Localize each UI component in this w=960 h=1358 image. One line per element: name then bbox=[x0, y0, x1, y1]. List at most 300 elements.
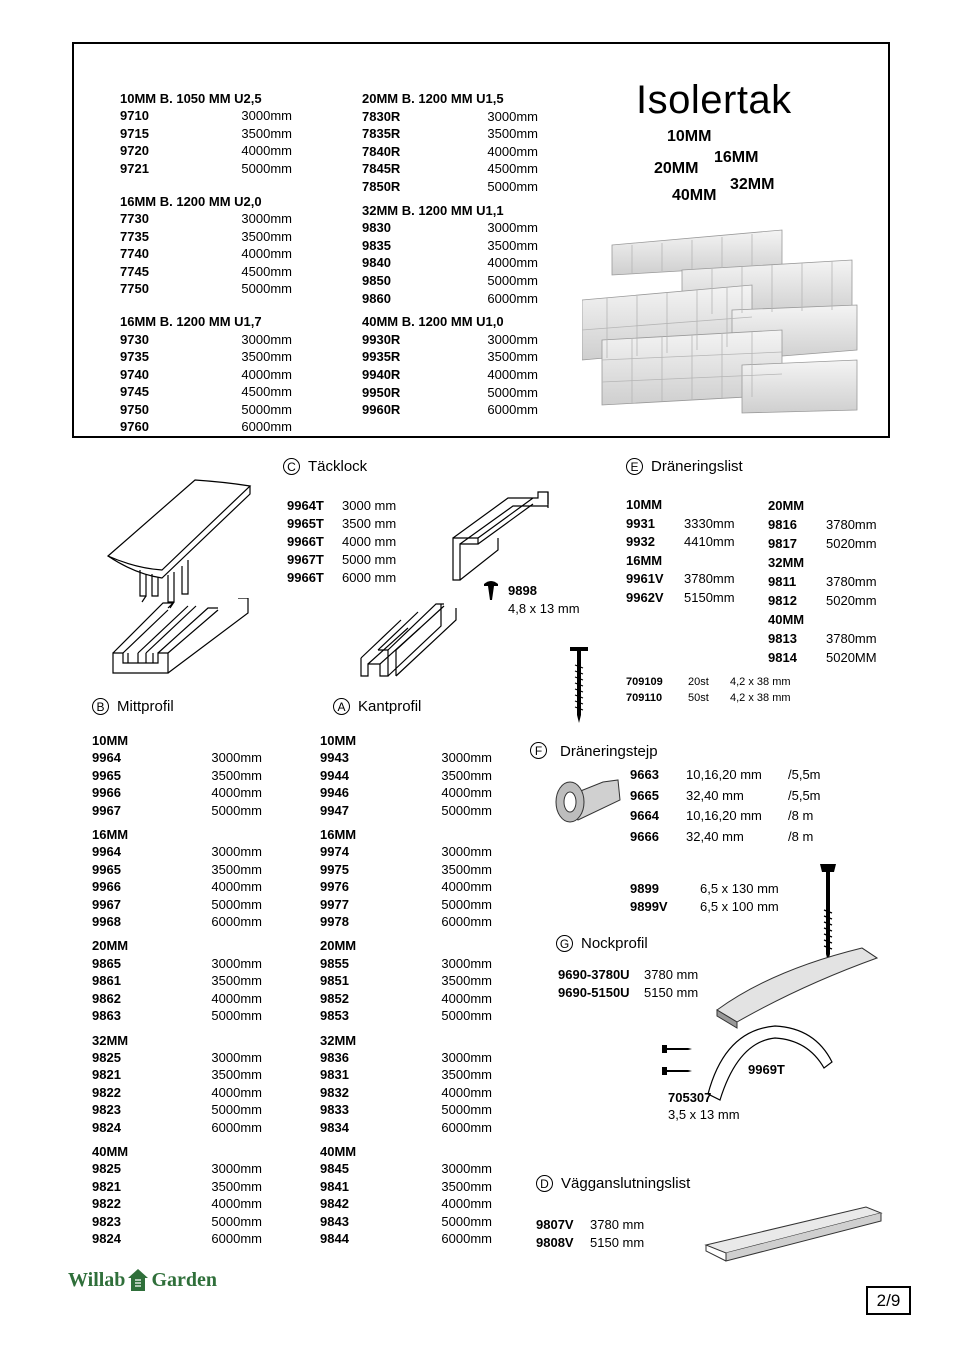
tacklock-letter: C bbox=[283, 458, 300, 475]
group-heading: 20MM bbox=[768, 498, 805, 513]
table-row bbox=[92, 896, 262, 913]
table-row bbox=[362, 178, 538, 196]
item-code: 9822 bbox=[92, 1196, 121, 1212]
item-code: 9860 bbox=[362, 290, 391, 306]
table-row bbox=[120, 418, 292, 435]
mittprofil-heading bbox=[92, 698, 174, 715]
draneringslist-letter: E bbox=[626, 458, 643, 475]
group-heading: 32MM bbox=[768, 555, 805, 570]
vagganslutningslist-table bbox=[536, 1216, 644, 1252]
table-row bbox=[362, 254, 538, 272]
item-code: 9690-3780U bbox=[558, 967, 630, 982]
item-length: 3500mm bbox=[211, 1067, 262, 1083]
item-length: /5,5m bbox=[788, 767, 821, 782]
item-code: 9974 bbox=[320, 844, 349, 860]
item-code: 9978 bbox=[320, 914, 349, 930]
table-row bbox=[120, 125, 292, 142]
item-length: 6000mm bbox=[241, 418, 292, 434]
table-row bbox=[320, 767, 492, 784]
item-code: 9967T bbox=[287, 552, 324, 567]
nail-icon bbox=[568, 645, 590, 723]
table-row bbox=[92, 1213, 262, 1230]
item-length: 5000mm bbox=[441, 896, 492, 912]
item-code: 9817 bbox=[768, 536, 797, 551]
item-qty: 20st bbox=[688, 676, 709, 688]
table-row bbox=[626, 570, 754, 589]
item-code: 709109 bbox=[626, 676, 663, 688]
item-code: 9855 bbox=[320, 955, 349, 971]
item-length: 6000mm bbox=[211, 1230, 262, 1246]
tacklock-heading bbox=[283, 458, 367, 475]
table-row bbox=[92, 802, 262, 819]
item-code: 7830R bbox=[362, 108, 401, 124]
item-code: 9760 bbox=[120, 418, 149, 434]
item-code: 9825 bbox=[92, 1161, 121, 1177]
table-row bbox=[92, 1049, 262, 1066]
item-code: 9835 bbox=[362, 237, 391, 253]
item-code: 9944 bbox=[320, 767, 349, 783]
size-40mm: 40MM bbox=[672, 187, 717, 204]
item-code: 9823 bbox=[92, 1102, 121, 1118]
item-code: 7730 bbox=[120, 211, 149, 227]
table-row bbox=[92, 1178, 262, 1195]
brand-right: Garden bbox=[151, 1268, 217, 1291]
table-row bbox=[320, 955, 492, 972]
item-length: 5020mm bbox=[826, 536, 877, 551]
nockprofil-illustration bbox=[712, 940, 882, 1030]
item-code: 9665 bbox=[630, 787, 659, 803]
item-code: 9852 bbox=[320, 990, 349, 1006]
kantprofil-table bbox=[320, 732, 492, 1247]
item-length: 4000mm bbox=[241, 143, 292, 159]
item-length: 4000mm bbox=[441, 990, 492, 1006]
item-length: 3000mm bbox=[211, 955, 262, 971]
item-length: 6000mm bbox=[441, 1230, 492, 1246]
draneringslist-right-table bbox=[768, 496, 884, 667]
table-row bbox=[768, 629, 884, 648]
item-code: 9861 bbox=[92, 973, 121, 989]
table-row bbox=[320, 1049, 492, 1066]
table-row bbox=[120, 263, 292, 280]
item-length: 3000mm bbox=[487, 108, 538, 124]
item-length: 3000mm bbox=[211, 1049, 262, 1065]
item-length: 4000mm bbox=[211, 1196, 262, 1212]
table-row bbox=[120, 210, 292, 227]
item-code: 9824 bbox=[92, 1230, 121, 1246]
table-row bbox=[768, 572, 884, 591]
table-row bbox=[287, 551, 396, 569]
small-screw-code: 705307 bbox=[668, 1090, 712, 1105]
item-length: 3780mm bbox=[826, 574, 877, 589]
item-code: 9865 bbox=[92, 955, 121, 971]
table-row bbox=[362, 366, 538, 384]
item-code: 9962V bbox=[626, 589, 664, 605]
item-code: 9843 bbox=[320, 1213, 349, 1229]
screw-9898-icon bbox=[482, 578, 500, 602]
item-length: 4000mm bbox=[487, 143, 538, 159]
nockprofil-heading bbox=[556, 935, 648, 952]
table-row bbox=[120, 348, 292, 365]
item-code: 9811 bbox=[768, 574, 797, 589]
group-heading: 10MM bbox=[626, 497, 663, 512]
item-length: 6000mm bbox=[211, 1119, 262, 1135]
table-row bbox=[320, 1230, 492, 1247]
item-code: 9968 bbox=[92, 914, 121, 930]
item-size: 6,5 x 130 mm bbox=[700, 881, 779, 896]
group-heading: 10MM B. 1050 MM U2,5 bbox=[120, 91, 262, 106]
group-heading: 16MM bbox=[92, 827, 129, 843]
page-number-box bbox=[866, 1286, 911, 1315]
item-code: 9899V bbox=[630, 899, 668, 914]
table-row bbox=[362, 272, 538, 290]
item-code: 709110 bbox=[626, 692, 663, 704]
table-row bbox=[362, 384, 538, 402]
isolertak-col2 bbox=[362, 90, 538, 419]
vagganslutningslist-title: Vägganslutningslist bbox=[561, 1175, 691, 1192]
item-code: 9977 bbox=[320, 896, 349, 912]
item-length: 5000mm bbox=[241, 160, 292, 176]
item-length: /8 m bbox=[788, 808, 814, 823]
table-row bbox=[362, 331, 538, 349]
table-row bbox=[630, 806, 821, 827]
item-length: 5020MM bbox=[826, 650, 877, 665]
item-length: 4000mm bbox=[241, 246, 292, 262]
item-length: 3500mm bbox=[441, 861, 492, 877]
size-10mm: 10MM bbox=[667, 128, 712, 145]
mittprofil-letter: B bbox=[92, 698, 109, 715]
item-length: 4500mm bbox=[241, 263, 292, 279]
table-row bbox=[92, 843, 262, 860]
polycarbonate-sheets-illustration bbox=[582, 225, 862, 415]
item-width: 10,16,20 mm bbox=[686, 767, 762, 782]
item-width: 10,16,20 mm bbox=[686, 808, 762, 823]
draneringstejp-letter: F bbox=[530, 742, 547, 759]
table-row bbox=[92, 1195, 262, 1212]
group-heading: 40MM bbox=[320, 1143, 357, 1159]
table-row bbox=[626, 589, 754, 608]
table-row bbox=[92, 1007, 262, 1024]
group-heading: 32MM bbox=[92, 1032, 129, 1048]
table-row bbox=[320, 843, 492, 860]
item-width: 32,40 mm bbox=[686, 787, 744, 803]
item-code: 9931 bbox=[626, 515, 655, 531]
item-code: 9964 bbox=[92, 844, 121, 860]
item-code: 9940R bbox=[362, 366, 401, 382]
group-heading: 20MM bbox=[320, 938, 357, 954]
item-size: 4,2 x 38 mm bbox=[730, 692, 791, 704]
table-row bbox=[92, 1084, 262, 1101]
item-code: 9967 bbox=[92, 896, 121, 912]
item-length: 4410mm bbox=[684, 534, 735, 549]
small-screw-size: 3,5 x 13 mm bbox=[668, 1107, 740, 1122]
item-length: 3000mm bbox=[441, 844, 492, 860]
item-length: 3500mm bbox=[211, 1178, 262, 1194]
item-length: 4000mm bbox=[487, 366, 538, 382]
table-row bbox=[362, 160, 538, 178]
table-row bbox=[120, 107, 292, 124]
item-code: 9935R bbox=[362, 349, 401, 365]
item-length: 4000mm bbox=[441, 879, 492, 895]
tacklock-title: Täcklock bbox=[308, 458, 368, 475]
table-row bbox=[92, 861, 262, 878]
item-code: 9830 bbox=[362, 220, 391, 236]
item-length: 3000mm bbox=[211, 1161, 262, 1177]
table-row bbox=[320, 784, 492, 801]
item-length: 3780mm bbox=[684, 571, 735, 586]
table-row bbox=[92, 1160, 262, 1177]
item-code: 9807V bbox=[536, 1217, 574, 1232]
item-length: 5000mm bbox=[487, 384, 538, 400]
draneringslist-heading bbox=[626, 458, 743, 475]
item-length: 5000mm bbox=[241, 401, 292, 417]
item-length: 3000mm bbox=[241, 108, 292, 124]
table-row bbox=[287, 533, 396, 551]
item-length: 3000mm bbox=[441, 1161, 492, 1177]
item-code: 9750 bbox=[120, 401, 149, 417]
item-code: 9964 bbox=[92, 750, 121, 766]
item-length: 3000mm bbox=[487, 331, 538, 347]
item-code: 9720 bbox=[120, 143, 149, 159]
item-length: 4000mm bbox=[441, 785, 492, 801]
page-number: 2/9 bbox=[876, 1290, 901, 1310]
item-code: 9812 bbox=[768, 593, 797, 608]
table-row bbox=[92, 955, 262, 972]
table-row bbox=[320, 861, 492, 878]
table-row bbox=[92, 990, 262, 1007]
item-length: 5000mm bbox=[441, 1102, 492, 1118]
brand-left: Willab bbox=[68, 1268, 126, 1291]
item-length: 3000mm bbox=[211, 844, 262, 860]
item-code: 9740 bbox=[120, 366, 149, 382]
item-length: 4000mm bbox=[487, 255, 538, 271]
item-code: 9715 bbox=[120, 125, 149, 141]
group-heading: 40MM B. 1200 MM U1,0 bbox=[362, 314, 504, 330]
kantprofil-illustration bbox=[356, 598, 466, 683]
item-length: 4000mm bbox=[211, 879, 262, 895]
item-code: 7850R bbox=[362, 178, 401, 194]
table-row bbox=[120, 228, 292, 245]
table-row bbox=[630, 786, 821, 807]
table-row bbox=[92, 1101, 262, 1118]
item-width: 32,40 mm bbox=[686, 828, 744, 844]
table-row bbox=[768, 648, 884, 667]
table-row bbox=[536, 1216, 644, 1234]
item-code: 7835R bbox=[362, 126, 401, 142]
item-length: 3500mm bbox=[441, 973, 492, 989]
item-length: 3500mm bbox=[211, 767, 262, 783]
screw-9898-size: 4,8 x 13 mm bbox=[508, 601, 580, 616]
item-length: 3330mm bbox=[684, 515, 735, 531]
item-code: 9966T bbox=[287, 534, 324, 549]
item-length: 5000mm bbox=[211, 1102, 262, 1118]
table-row bbox=[92, 1066, 262, 1083]
small-screw-icon bbox=[660, 1045, 694, 1077]
table-row bbox=[287, 497, 396, 515]
table-row bbox=[320, 802, 492, 819]
item-length: 3500mm bbox=[441, 767, 492, 783]
table-row bbox=[558, 966, 698, 984]
item-qty: 50st bbox=[688, 692, 709, 704]
table-row bbox=[362, 219, 538, 237]
item-length: 5000 mm bbox=[342, 552, 397, 567]
item-length: 4000mm bbox=[441, 1084, 492, 1100]
item-length: 5150mm bbox=[684, 589, 735, 605]
table-row bbox=[92, 749, 262, 766]
drain-profile-illustration bbox=[448, 478, 558, 588]
item-length: 3780 mm bbox=[644, 967, 699, 982]
table-row bbox=[630, 827, 821, 848]
table-row bbox=[362, 401, 538, 419]
item-length: 4500mm bbox=[241, 384, 292, 400]
item-length: 4500mm bbox=[487, 161, 538, 177]
item-code: 9831 bbox=[320, 1067, 349, 1083]
item-code: 9961V bbox=[626, 571, 664, 586]
brand-logo bbox=[68, 1268, 217, 1292]
item-code: 9975 bbox=[320, 861, 349, 877]
table-row bbox=[120, 142, 292, 159]
item-length: 6000mm bbox=[441, 1119, 492, 1135]
item-size: 4,2 x 38 mm bbox=[730, 676, 791, 688]
table-row bbox=[626, 533, 754, 552]
vagganslutningslist-illustration bbox=[696, 1205, 886, 1265]
item-length: 3780mm bbox=[826, 631, 877, 646]
group-heading: 20MM B. 1200 MM U1,5 bbox=[362, 91, 504, 106]
item-code: 9836 bbox=[320, 1049, 349, 1065]
brand-house-icon bbox=[127, 1268, 149, 1292]
size-20mm: 20MM bbox=[654, 160, 699, 177]
item-code: 9813 bbox=[768, 631, 797, 646]
table-row bbox=[362, 237, 538, 255]
item-code: 9965T bbox=[287, 516, 324, 531]
item-code: 9947 bbox=[320, 802, 349, 818]
item-length: 6000mm bbox=[441, 914, 492, 930]
item-code: 9965 bbox=[92, 861, 121, 877]
draneringslist-title: Dräneringslist bbox=[651, 458, 743, 475]
item-length: 5000mm bbox=[487, 272, 538, 288]
item-code: 7745 bbox=[120, 263, 149, 279]
table-row bbox=[120, 280, 292, 297]
item-code: 9964T bbox=[287, 498, 324, 513]
item-length: /8 m bbox=[788, 828, 814, 844]
item-code: 9930R bbox=[362, 331, 401, 347]
item-length: 6000mm bbox=[487, 402, 538, 418]
table-row bbox=[320, 1066, 492, 1083]
item-length: 3000mm bbox=[441, 750, 492, 766]
group-heading: 16MM B. 1200 MM U2,0 bbox=[120, 194, 262, 210]
item-code: 9853 bbox=[320, 1008, 349, 1024]
item-code: 9834 bbox=[320, 1119, 349, 1135]
vagganslutningslist-letter: D bbox=[536, 1175, 553, 1192]
item-code: 9850 bbox=[362, 272, 391, 288]
item-code: 9844 bbox=[320, 1230, 349, 1246]
table-row bbox=[558, 984, 698, 1002]
mittprofil-table bbox=[92, 732, 262, 1247]
table-row bbox=[362, 125, 538, 143]
item-length: 5150 mm bbox=[590, 1235, 645, 1250]
item-length: 4000mm bbox=[241, 366, 292, 382]
item-length: 4000mm bbox=[211, 785, 262, 801]
item-length: 5020mm bbox=[826, 593, 877, 608]
item-code: 9663 bbox=[630, 767, 659, 782]
item-code: 9666 bbox=[630, 828, 659, 844]
item-length: 3500mm bbox=[441, 1178, 492, 1194]
group-heading: 32MM bbox=[320, 1032, 357, 1048]
draneringstejp-title: Dräneringstejp bbox=[560, 743, 658, 760]
tacklock-table bbox=[287, 497, 396, 587]
item-code: 9825 bbox=[92, 1049, 121, 1065]
table-row bbox=[320, 1213, 492, 1230]
item-code: 9735 bbox=[120, 349, 149, 365]
table-row bbox=[362, 290, 538, 308]
kantprofil-letter: A bbox=[333, 698, 350, 715]
item-size: 6,5 x 100 mm bbox=[700, 899, 779, 914]
item-code: 9966T bbox=[287, 570, 324, 585]
table-row bbox=[626, 674, 791, 690]
item-code: 9946 bbox=[320, 785, 349, 801]
item-length: 3500mm bbox=[487, 126, 538, 142]
table-row bbox=[626, 690, 791, 706]
group-heading: 20MM bbox=[92, 938, 129, 954]
table-row bbox=[120, 383, 292, 400]
table-row bbox=[120, 366, 292, 383]
table-row bbox=[120, 160, 292, 177]
item-length: 3000mm bbox=[487, 220, 538, 236]
screw-9898-code: 9898 bbox=[508, 583, 537, 598]
item-code: 7840R bbox=[362, 143, 401, 159]
item-code: 9821 bbox=[92, 1178, 121, 1194]
draneringslist-left-table bbox=[626, 496, 754, 607]
item-code: 9943 bbox=[320, 750, 349, 766]
group-heading: 32MM B. 1200 MM U1,1 bbox=[362, 202, 504, 218]
item-code: 9862 bbox=[92, 990, 121, 1006]
mittprofil-title: Mittprofil bbox=[117, 698, 174, 715]
item-length: 5000mm bbox=[441, 1213, 492, 1229]
item-code: 9841 bbox=[320, 1178, 349, 1194]
item-length: /5,5m bbox=[788, 787, 821, 803]
item-code: 9845 bbox=[320, 1161, 349, 1177]
item-code: 9823 bbox=[92, 1213, 121, 1229]
size-32mm: 32MM bbox=[730, 176, 775, 193]
mittprofil-illustration bbox=[108, 598, 258, 683]
item-length: 3500mm bbox=[241, 349, 292, 365]
table-row bbox=[92, 784, 262, 801]
group-heading: 40MM bbox=[92, 1143, 129, 1159]
group-heading: 40MM bbox=[768, 612, 805, 627]
table-row bbox=[320, 878, 492, 895]
item-code: 9816 bbox=[768, 517, 797, 532]
table-row bbox=[287, 569, 396, 587]
draneringstejp-table bbox=[630, 765, 821, 847]
item-length: 5000mm bbox=[211, 1213, 262, 1229]
item-length: 3500mm bbox=[487, 237, 538, 253]
table-row bbox=[320, 1007, 492, 1024]
table-row bbox=[320, 913, 492, 930]
item-length: 6000mm bbox=[487, 290, 538, 306]
table-row bbox=[120, 331, 292, 348]
item-length: 3500mm bbox=[441, 1067, 492, 1083]
item-length: 6000mm bbox=[211, 914, 262, 930]
table-row bbox=[362, 108, 538, 126]
group-heading: 16MM bbox=[320, 827, 357, 843]
size-16mm: 16MM bbox=[714, 149, 759, 166]
nockprofil-title: Nockprofil bbox=[581, 935, 648, 952]
item-code: 9932 bbox=[626, 534, 655, 549]
item-length: 4000mm bbox=[211, 1084, 262, 1100]
item-length: 3500mm bbox=[241, 125, 292, 141]
table-row bbox=[362, 143, 538, 161]
item-code: 9824 bbox=[92, 1119, 121, 1135]
table-row bbox=[320, 1160, 492, 1177]
